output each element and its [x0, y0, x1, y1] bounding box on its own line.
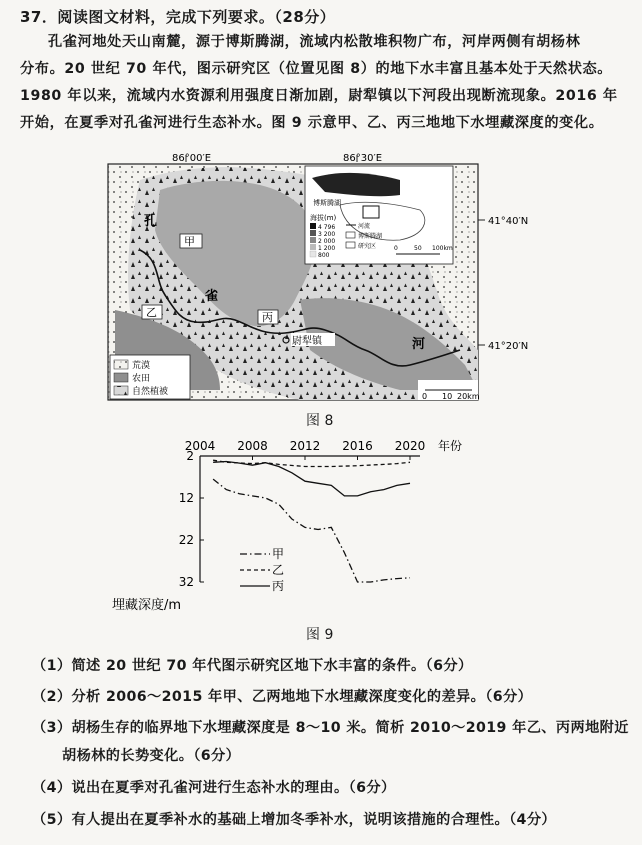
passage-line: 开始，在夏季对孔雀河进行生态补水。图 9 示意甲、乙、丙三地地下水埋藏深度的变化。 — [20, 115, 604, 131]
river-char: 雀 — [205, 289, 219, 304]
lon-right-label: 86°30′E — [343, 153, 383, 164]
inset-scale: 0 — [394, 245, 398, 252]
y-tick-label: 32 — [178, 575, 194, 589]
legend-label: 甲 — [272, 547, 285, 561]
groundwater-depth-chart — [100, 430, 520, 620]
x-tick-label: 2004 — [184, 439, 216, 453]
question-header: 37．阅读图文材料，完成下列要求。（28分） — [20, 8, 336, 26]
legend-farmland: 农田 — [132, 374, 151, 384]
y-tick-label: 12 — [178, 491, 194, 505]
passage-line: 孔雀河地处天山南麓，源于博斯腾湖，流域内松散堆积物广布，河岸两侧有胡杨林 — [48, 34, 581, 50]
chart-caption: 图 9 — [306, 627, 334, 643]
scale-label: 10 — [442, 392, 453, 401]
x-unit-label: 年份 — [438, 439, 463, 453]
inset-legend-river: 河流 — [358, 223, 371, 230]
x-tick-label: 2012 — [289, 439, 321, 453]
question-4: （4）说出在夏季对孔雀河进行生态补水的理由。（6分） — [32, 780, 396, 796]
map-scale-bar — [418, 380, 480, 401]
inset-elev-title: 海拔(m) — [310, 214, 337, 222]
inset-elev-value: 1 200 — [318, 245, 336, 252]
inset-elev-value: 3 200 — [318, 231, 336, 238]
lon-left-label: 86°00′E — [172, 153, 212, 164]
passage — [20, 29, 632, 137]
x-tick-label: 2008 — [237, 439, 268, 453]
y-axis-label: 埋藏深度/m — [112, 598, 182, 613]
site-label-yi: 乙 — [146, 306, 157, 319]
scale-label: 0 — [422, 392, 428, 401]
question-5: （5）有人提出在夏季补水的基础上增加冬季补水，说明该措施的合理性。（4分） — [32, 812, 557, 828]
y-tick-label: 22 — [178, 533, 194, 547]
legend-vegetation: 自然植被 — [132, 387, 169, 397]
river-char: 孔 — [144, 214, 158, 229]
inset-lake-label: 博斯腾湖 — [313, 199, 341, 207]
y-tick-label: 2 — [186, 449, 194, 463]
location-inset — [305, 166, 453, 264]
legend-desert: 荒漠 — [132, 361, 151, 371]
question-2: （2）分析 2006～2015 年甲、乙两地地下水埋藏深度变化的差异。（6分） — [32, 689, 533, 705]
site-label-bing: 丙 — [262, 311, 273, 324]
question-3: （3）胡杨生存的临界地下水埋藏深度是 8～10 米。简析 2010～2019 年乙、丙两地附近 — [32, 720, 629, 736]
site-label-jia: 甲 — [184, 235, 195, 248]
inset-elev-value: 800 — [318, 252, 330, 259]
passage-line: 1980 年以来，流域内水资源利用强度日渐加剧，尉犁镇以下河段出现断流现象。2016 年 — [20, 88, 618, 104]
inset-legend-lake: 博斯腾湖 — [358, 233, 383, 240]
scale-label: 20km — [457, 392, 480, 401]
inset-elev-value: 2 000 — [318, 238, 336, 245]
x-tick-label: 2016 — [342, 439, 373, 453]
river-char: 河 — [412, 337, 426, 352]
lat-bottom-label: 41°20′N — [488, 341, 529, 352]
study-area-map — [100, 150, 540, 410]
map-legend — [110, 355, 190, 399]
legend-label: 丙 — [272, 579, 285, 593]
series-line-甲 — [213, 479, 410, 582]
lat-top-label: 41°40′N — [488, 216, 529, 227]
inset-scale: 100km — [432, 245, 453, 252]
inset-scale: 50 — [414, 245, 422, 252]
map-caption: 图 8 — [306, 413, 334, 429]
passage-line: 分布。20 世纪 70 年代，图示研究区（位置见图 8）的地下水丰富且基本处于天然状态。 — [20, 61, 613, 77]
question-3-cont: 胡杨林的长势变化。（6分） — [62, 748, 241, 764]
question-1: （1）简述 20 世纪 70 年代图示研究区地下水丰富的条件。（6分） — [32, 658, 473, 674]
town-label: 尉犁镇 — [292, 336, 322, 347]
inset-legend-study: 研究区 — [358, 243, 377, 250]
x-tick-label: 2020 — [394, 439, 426, 453]
inset-elev-value: 4 796 — [318, 224, 336, 231]
legend-label: 乙 — [272, 563, 285, 577]
